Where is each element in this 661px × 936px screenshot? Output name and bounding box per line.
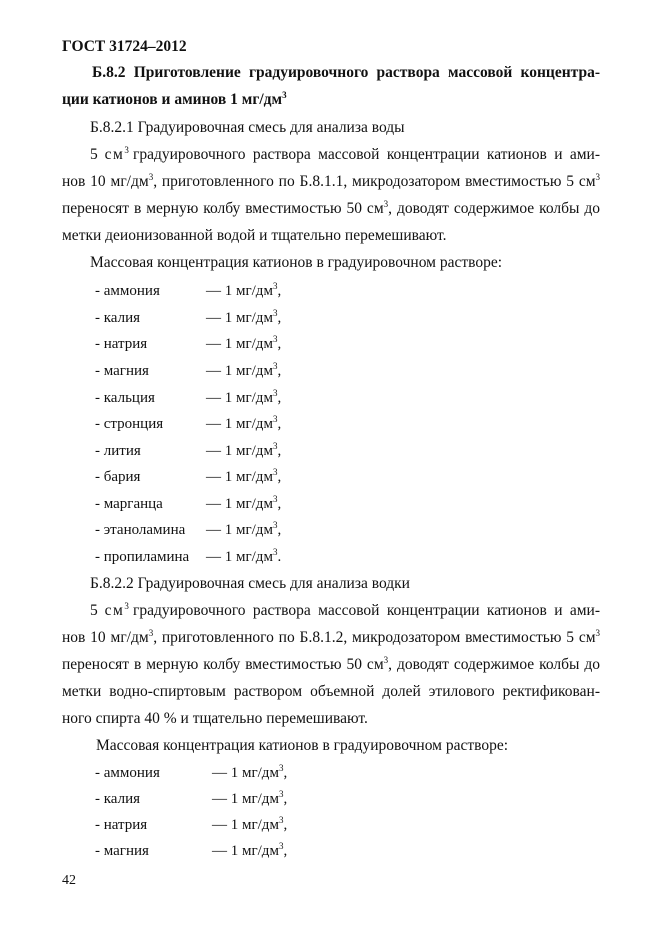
cation-value: — 1 $мг/дм^3$, <box>212 763 288 781</box>
cation-label: - кальция <box>95 390 155 406</box>
cation-value: — 1 $мг/дм^3$. <box>206 547 282 565</box>
section-title-line1: Б.8.2 Приготовление градуировочного раствора массовой концентра- <box>92 64 600 81</box>
standard-header: ГОСТ 31724–2012 <box>62 38 187 55</box>
cation-label: - магния <box>95 363 149 379</box>
cation-value: — 1 $мг/дм^3$, <box>212 841 288 859</box>
cation-label: - стронция <box>95 416 164 432</box>
cation-value: — 1 $мг/дм^3$, <box>206 467 282 485</box>
vodka-p1-volume: 5 $см^3$ <box>90 601 131 619</box>
cation-label: - этаноламина <box>95 522 186 538</box>
cation-label: - аммония <box>95 765 160 781</box>
cation-value: — 1 $мг/дм^3$, <box>206 414 282 432</box>
cation-label: - пропиламина <box>95 549 190 565</box>
water-subtitle: Б.8.2.1 Градуировочная смесь для анализа воды <box>90 119 405 136</box>
vodka-p2: нов 10 $мг/дм^3$, приготовленного по Б.8.1.2, микродозатором вместимостью 5 $см^3$ <box>62 628 601 646</box>
vodka-conc-intro: Массовая концентрация катионов в градуировочном растворе: <box>96 737 509 754</box>
vodka-p1-text: градуировочного раствора массовой концентрации катионов и ами- <box>133 602 600 619</box>
cation-label: - лития <box>95 443 141 459</box>
vodka-subtitle: Б.8.2.2 Градуировочная смесь для анализа водки <box>90 575 410 592</box>
water-p4: метки деионизованной водой и тщательно перемешивают. <box>62 227 447 244</box>
cation-value: — 1 $мг/дм^3$, <box>206 441 282 459</box>
cation-value: — 1 $мг/дм^3$, <box>206 334 282 352</box>
cation-label: - марганца <box>95 496 163 512</box>
cation-value: — 1 $мг/дм^3$, <box>212 789 288 807</box>
cation-value: — 1 $мг/дм^3$, <box>206 388 282 406</box>
water-conc-intro: Массовая концентрация катионов в градуировочном растворе: <box>90 254 503 271</box>
water-p1-volume: 5 $см^3$ <box>90 145 131 163</box>
vodka-p3: переносят в мерную колбу вместимостью 50 $см^3$, доводят содержимое колбы до <box>62 655 600 673</box>
page-number: 42 <box>62 873 76 888</box>
cation-label: - калия <box>95 310 141 326</box>
cation-label: - магния <box>95 843 149 859</box>
cation-value: — 1 $мг/дм^3$, <box>206 494 282 512</box>
cation-label: - калия <box>95 791 141 807</box>
cation-label: - натрия <box>95 336 148 352</box>
cation-label: - натрия <box>95 817 148 833</box>
cation-value: — 1 $мг/дм^3$, <box>206 281 282 299</box>
cation-value: — 1 $мг/дм^3$, <box>206 308 282 326</box>
vodka-p4: метки водно-спиртовым раствором объемной долей этилового ректификован- <box>62 683 600 700</box>
section-title-line2: ции катионов и аминов 1 $мг/дм^3$ <box>62 90 287 108</box>
cation-value: — 1 $мг/дм^3$, <box>206 361 282 379</box>
cation-label: - аммония <box>95 283 160 299</box>
water-p1-text: градуировочного раствора массовой концентрации катионов и ами- <box>133 146 600 163</box>
cation-value: — 1 $мг/дм^3$, <box>212 815 288 833</box>
water-p3: переносят в мерную колбу вместимостью 50 $см^3$, доводят содержимое колбы до <box>62 199 600 217</box>
cation-value: — 1 $мг/дм^3$, <box>206 520 282 538</box>
vodka-p5: ного спирта 40 % и тщательно перемешивают. <box>62 710 368 727</box>
water-p2: нов 10 $мг/дм^3$, приготовленного по Б.8.1.1, микродозатором вместимостью 5 $см^3$ <box>62 172 601 190</box>
cation-label: - бария <box>95 469 141 485</box>
